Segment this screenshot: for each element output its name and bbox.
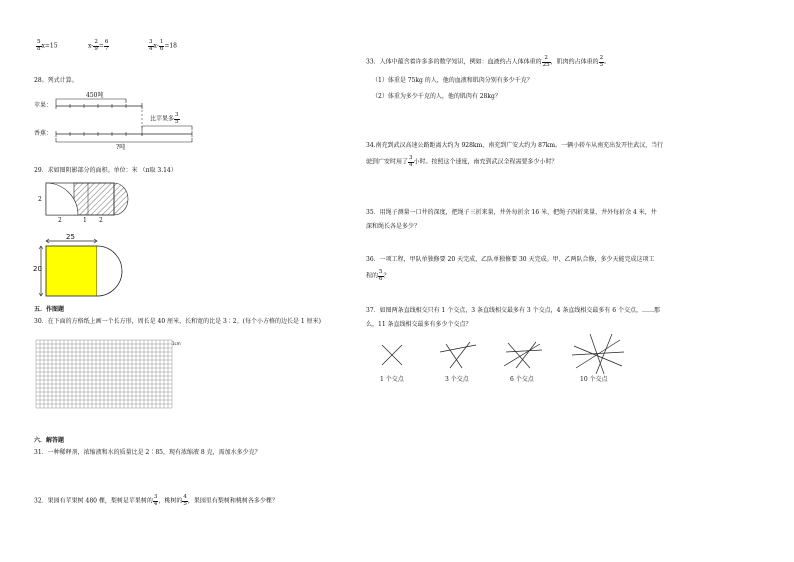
dim-bottom-1: 2 [58,217,62,224]
q33-text: 。 [604,58,611,66]
question-34-line-1: 34.南充到武汉高速公路距离大约为 928km，南充到广安大约为 87km。一辆小轿车从南充出发开往武汉，当行 [366,142,664,149]
top-brace-label: 450吨 [86,92,104,99]
equation-part: x- [88,42,94,50]
question-37-line-1: 37．如图两条直线相交只有 1 个交点，3 条直线相交最多有 3 个交点，4 条直线相交最多有 6 个交点，……那 [366,307,660,314]
numerator: 3 [149,39,153,45]
denominator: 9 [94,45,98,52]
q36-text: 程的 [366,272,379,280]
numerator: 3 [175,112,179,118]
denominator: 8 [37,45,41,52]
denominator: 5 [183,500,187,507]
numerator: 5 [37,39,41,45]
q33-text: ，肌肉约占体重的 [550,58,599,66]
dim-side-20: 20 [33,265,42,273]
equation-rest: x=15 [41,42,58,50]
equation-part: x- [153,42,159,50]
numerator: 5 [379,269,383,275]
question-33-sub-2: （2）体重为多少千克的人，他的肌肉有 28kg？ [372,93,501,100]
denominator: 5 [599,61,604,68]
dim-bottom-2: 1 [83,217,87,224]
q32-text: ，桃树的 [158,497,183,505]
numerator: 2 [542,56,551,63]
q36-text: ？ [383,272,390,280]
numerator: 2 [94,39,98,45]
equation-part: = [98,42,104,50]
numerator: 2 [599,55,604,61]
caption-4: 10 个交点 [580,376,608,383]
denominator: 4 [149,45,153,52]
question-37-line-2: 么，11 条直线相交最多有多少个交点？ [366,321,472,328]
question-36-line-1: 36．一项工程，甲队单独修要 20 天完成，乙队单独修要 30 天完成。甲、乙两队合修，多少天能完成这项工 [366,256,655,263]
dim-left: 2 [38,196,42,203]
dim-top-25: 25 [66,233,75,241]
question-35-line-1: 35．用绳子测量一口井的深度，把绳子三折来量，井外每折余 16 米，把绳子四折来量，井外每折余 4 米，井 [366,209,657,216]
numerator: 3 [153,494,158,500]
q32-text: ，果园里有梨树和桃树各多少棵？ [187,497,278,505]
question-35-line-2: 深和绳长各是多少？ [366,223,421,230]
q34-text: 小时。按照这个速度，南充到武汉全程需要多少小时？ [413,158,558,166]
side-brace-text: 比苹果多 [150,115,175,123]
numerator: 3 [409,155,413,161]
caption-3: 6 个交点 [510,376,534,383]
denominator: 4 [409,161,413,168]
question-29-title: 29．求如图阴影部分的面积。单位：米 （π取 3.14） [34,167,177,174]
label-pear: 香蕉： [34,130,53,137]
question-30: 30．在下面的方格纸上画一个长方形，周长是 40 厘米，长和宽的比是 3∶2。(每个小方格的边长是 1 厘米) [34,318,321,325]
caption-2: 3 个交点 [445,376,469,383]
grid-scale-mark: 1cm [172,341,181,346]
denominator: 6 [379,275,383,282]
caption-1: 1 个交点 [380,376,404,383]
q33-text: 33．人体中蕴含着许多多的数学知识，例如：血液约占人体体重的 [366,58,542,66]
denominator: 7 [104,45,109,52]
denominator: 6 [159,45,164,52]
numerator: 6 [104,39,109,45]
section-5-heading: 五．作图题 [34,306,65,313]
denominator: 5 [175,118,179,125]
question-28-title: 28。列式计算。 [34,77,78,84]
denominator: 25 [542,61,550,68]
numerator: 4 [183,494,187,500]
label-apple: 苹果： [34,102,53,109]
equation-rest: =18 [164,42,177,50]
q32-text: 32．果园有苹果树 480 棵，梨树是苹果树的 [34,497,153,505]
numerator: 1 [159,39,164,45]
section-6-heading: 六．解答题 [34,437,65,444]
dim-bottom-3: 2 [99,217,103,224]
denominator: 4 [153,500,158,507]
question-31: 31．一种稀释剂，浓缩液和水的质量比是 2∶85，现有浓缩液 8 克，需加水多少克？ [34,449,261,456]
question-33-sub-1: （1）体重是 75kg 的人，他的血液和肌肉分别有多少千克？ [372,77,533,84]
bottom-brace-label: ?吨 [116,144,126,151]
q34-text: 驶到广安时用了 [366,158,409,166]
